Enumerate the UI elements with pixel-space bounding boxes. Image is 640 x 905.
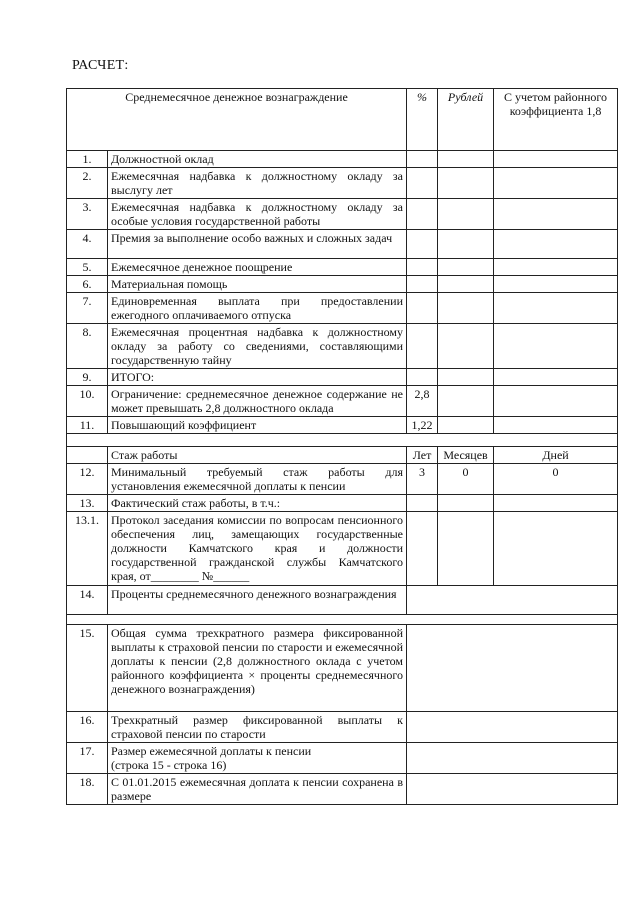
table-row bbox=[67, 464, 618, 495]
row-months bbox=[438, 512, 494, 586]
row-label: Материальная помощь bbox=[108, 276, 407, 293]
row-number: 12. bbox=[67, 464, 108, 495]
row-percent bbox=[407, 276, 438, 293]
row-label: Ежемесячная надбавка к должностному окладу за особые условия государственной работы bbox=[108, 199, 407, 230]
row-percent bbox=[407, 230, 438, 259]
row-rubles bbox=[438, 417, 494, 434]
table-row bbox=[67, 417, 618, 434]
row-label: С 01.01.2015 ежемесячная доплата к пенсии сохранена в размере bbox=[108, 774, 407, 805]
section2-header bbox=[67, 447, 618, 464]
row-coef bbox=[494, 293, 618, 324]
header-days: Дней bbox=[494, 447, 618, 464]
row-percent: 2,8 bbox=[407, 386, 438, 417]
row-rubles bbox=[438, 324, 494, 369]
row-number: 17. bbox=[67, 743, 108, 774]
row-coef bbox=[494, 386, 618, 417]
row-value bbox=[407, 712, 618, 743]
row-years bbox=[407, 512, 438, 586]
row-percent bbox=[407, 151, 438, 168]
table-row bbox=[67, 259, 618, 276]
row-percent bbox=[407, 168, 438, 199]
table-row bbox=[67, 151, 618, 168]
row-days bbox=[494, 512, 618, 586]
row-value bbox=[407, 774, 618, 805]
row-rubles bbox=[438, 168, 494, 199]
row-rubles bbox=[438, 199, 494, 230]
table-row bbox=[67, 743, 618, 774]
row-number: 11. bbox=[67, 417, 108, 434]
row-number: 2. bbox=[67, 168, 108, 199]
row-percent bbox=[407, 324, 438, 369]
row-label: Ежемесячная надбавка к должностному окладу за выслугу лет bbox=[108, 168, 407, 199]
row-label: Должностной оклад bbox=[108, 151, 407, 168]
header-years: Лет bbox=[407, 447, 438, 464]
row-rubles bbox=[438, 369, 494, 386]
table-separator bbox=[67, 434, 618, 447]
row-rubles bbox=[438, 151, 494, 168]
row-percent: 1,22 bbox=[407, 417, 438, 434]
row-label bbox=[108, 743, 407, 774]
row-label: Премия за выполнение особо важных и сложных задач bbox=[108, 230, 407, 259]
row-number: 3. bbox=[67, 199, 108, 230]
row-rubles bbox=[438, 386, 494, 417]
row-coef bbox=[494, 417, 618, 434]
table-row bbox=[67, 168, 618, 199]
header-months: Месяцев bbox=[438, 447, 494, 464]
row-label: Ограничение: среднемесячное денежное содержание не может превышать 2,8 должностного оклада bbox=[108, 386, 407, 417]
row-label: Повышающий коэффициент bbox=[108, 417, 407, 434]
section1-header bbox=[67, 89, 618, 151]
row-number: 9. bbox=[67, 369, 108, 386]
row-coef bbox=[494, 199, 618, 230]
row-rubles bbox=[438, 293, 494, 324]
row-label: Протокол заседания комиссии по вопросам пенсионного обеспечения лиц, замещающих государственные должности Камчатского края и должности государственной гражданской службы Камчатского края, от________ №______ bbox=[108, 512, 407, 586]
row-label: Ежемесячное денежное поощрение bbox=[108, 259, 407, 276]
row-label: Минимальный требуемый стаж работы для установления ежемесячной доплаты к пенсии bbox=[108, 464, 407, 495]
row-label: Единовременная выплата при предоставлении ежегодного оплачиваемого отпуска bbox=[108, 293, 407, 324]
row-coef bbox=[494, 259, 618, 276]
row-months: 0 bbox=[438, 464, 494, 495]
row-number: 15. bbox=[67, 625, 108, 712]
row-label: ИТОГО: bbox=[108, 369, 407, 386]
table-row bbox=[67, 495, 618, 512]
row-label: Трехкратный размер фиксированной выплаты к страховой пенсии по старости bbox=[108, 712, 407, 743]
row-number: 1. bbox=[67, 151, 108, 168]
row-label: Фактический стаж работы, в т.ч.: bbox=[108, 495, 407, 512]
table-separator bbox=[67, 615, 618, 625]
row-number: 8. bbox=[67, 324, 108, 369]
table-row bbox=[67, 230, 618, 259]
row-coef bbox=[494, 151, 618, 168]
calculation-table bbox=[66, 88, 617, 805]
table-row bbox=[67, 199, 618, 230]
row-days: 0 bbox=[494, 464, 618, 495]
row-number: 6. bbox=[67, 276, 108, 293]
row-rubles bbox=[438, 259, 494, 276]
row-label-sub: (строка 15 - строка 16) bbox=[111, 758, 227, 772]
row-number: 16. bbox=[67, 712, 108, 743]
row-months bbox=[438, 495, 494, 512]
row-percent bbox=[407, 199, 438, 230]
header-regional-coefficient: С учетом районного коэффициента 1,8 bbox=[494, 89, 618, 151]
row-value bbox=[407, 743, 618, 774]
row-coef bbox=[494, 324, 618, 369]
row-number: 10. bbox=[67, 386, 108, 417]
header-experience: Стаж работы bbox=[108, 447, 407, 464]
row-coef bbox=[494, 230, 618, 259]
header-rubles: Рублей bbox=[438, 89, 494, 151]
table-row bbox=[67, 625, 618, 712]
row-coef bbox=[494, 276, 618, 293]
row-number: 18. bbox=[67, 774, 108, 805]
row-label: Общая сумма трехкратного размера фиксированной выплаты к страховой пенсии по старости и ежемесячной доплаты к пенсии (2,8 должностного оклада с учетом районного коэффициента × проценты среднемесячного денежного вознаграждения) bbox=[108, 625, 407, 712]
row-percent bbox=[407, 293, 438, 324]
row-coef bbox=[494, 168, 618, 199]
row-coef bbox=[494, 369, 618, 386]
table-row bbox=[67, 774, 618, 805]
row-rubles bbox=[438, 230, 494, 259]
table-row bbox=[67, 276, 618, 293]
row-number: 14. bbox=[67, 586, 108, 615]
row-percent bbox=[407, 259, 438, 276]
row-years bbox=[407, 495, 438, 512]
table-row bbox=[67, 586, 618, 615]
row-label: Проценты среднемесячного денежного вознаграждения bbox=[108, 586, 407, 615]
table-row bbox=[67, 386, 618, 417]
row-percent bbox=[407, 369, 438, 386]
header-percent: % bbox=[407, 89, 438, 151]
table-row bbox=[67, 324, 618, 369]
header-label: Среднемесячное денежное вознаграждение bbox=[67, 89, 407, 151]
row-number: 13.1. bbox=[67, 512, 108, 586]
row-number: 13. bbox=[67, 495, 108, 512]
row-number: 5. bbox=[67, 259, 108, 276]
row-number: 7. bbox=[67, 293, 108, 324]
row-value bbox=[407, 586, 618, 615]
row-value bbox=[407, 625, 618, 712]
row-years: 3 bbox=[407, 464, 438, 495]
row-label-main: Размер ежемесячной доплаты к пенсии bbox=[111, 744, 312, 758]
document-title: РАСЧЕТ: bbox=[72, 58, 129, 73]
table-row bbox=[67, 512, 618, 586]
table-row bbox=[67, 712, 618, 743]
row-days bbox=[494, 495, 618, 512]
row-number: 4. bbox=[67, 230, 108, 259]
row-rubles bbox=[438, 276, 494, 293]
row-label: Ежемесячная процентная надбавка к должностному окладу за работу со сведениями, составляющими государственную тайну bbox=[108, 324, 407, 369]
table-row bbox=[67, 369, 618, 386]
table-row bbox=[67, 293, 618, 324]
